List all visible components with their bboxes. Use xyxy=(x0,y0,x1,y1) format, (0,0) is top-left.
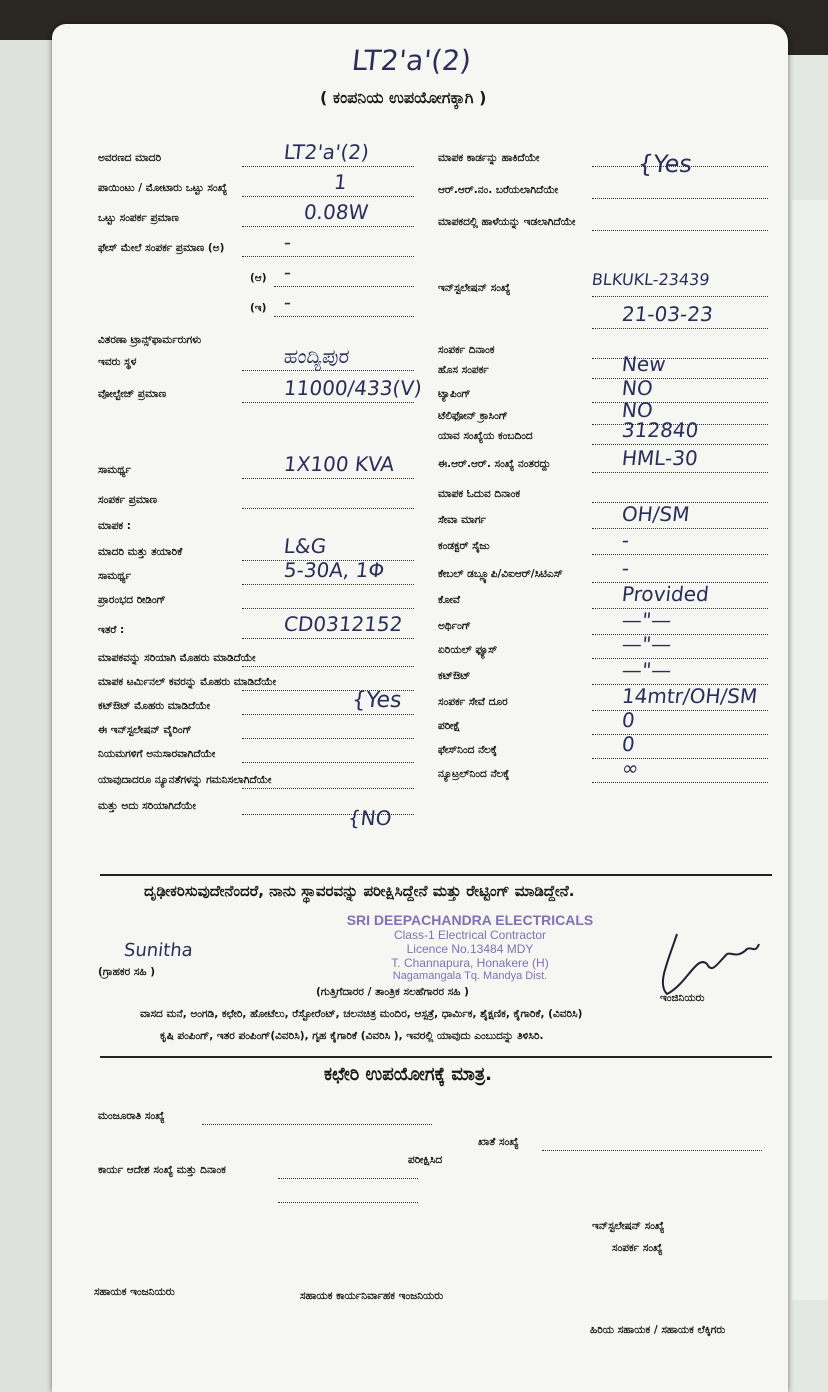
stamp-line-3: Licence No.13484 MDY xyxy=(406,942,534,956)
office-sanction-no: ಮಂಜೂರಾತಿ ಸಂಖ್ಯೆ xyxy=(98,1110,165,1122)
right-field-value: BLKUKL-23439 xyxy=(591,270,711,289)
form-code-handwritten: LT2'a'(2) xyxy=(350,44,473,77)
right-field-dots xyxy=(592,710,768,711)
left-field-dots xyxy=(242,638,414,639)
right-field-label: ಮಾಪಕ ಓದುವ ದಿನಾಂಕ xyxy=(438,488,521,500)
right-field-value: 21-03-23 xyxy=(620,302,715,326)
stamp-line-1: SRI DEEPACHANDRA ELECTRICALS xyxy=(346,912,594,928)
left-field-label: ಈ ಇನ್‌ಸ್ಟಲೇಷನ್ ವೈರಿಂಗ್ xyxy=(98,724,192,736)
left-field-label: ಪ್ರಾರಂಭದ ರೀಡಿಂಗ್ xyxy=(98,594,166,606)
right-field-label: ಕಂಡಕ್ಟರ್ ಸೈಜು xyxy=(438,540,490,552)
left-field-dots xyxy=(242,584,414,585)
footer-asst-engineer: ಸಹಾಯಕ ಇಂಜನಿಯರು xyxy=(94,1286,175,1298)
right-field-dots xyxy=(592,782,768,783)
background-page-left xyxy=(0,40,56,1392)
right-field-value: 0 xyxy=(620,708,636,732)
left-field-label: ಇತರೆ : xyxy=(98,624,125,636)
right-field-label: ಕಟ್‌ಔಟ್ xyxy=(438,670,471,682)
declaration-top-rule xyxy=(100,874,772,876)
left-field-label: ಸಾಮರ್ಥ್ಯ xyxy=(98,464,131,476)
right-field-label: ಫೇಸ್‌ನಿಂದ ನೆಲಕ್ಕೆ xyxy=(438,744,497,756)
right-field-value: NO xyxy=(620,376,654,400)
left-field-label: (ಆ) xyxy=(250,272,267,284)
customer-signature-label: (ಗ್ರಾಹಕರ ಸಹಿ ) xyxy=(98,966,156,978)
office-installation-no: ಇನ್‌ಸ್ಟಲೇಷನ್ ಸಂಖ್ಯೆ xyxy=(592,1220,665,1232)
right-field-dots xyxy=(592,378,768,379)
right-field-dots xyxy=(592,472,768,473)
left-field-value: - xyxy=(282,290,293,314)
left-field-label: ಮಾದರಿ ಮತ್ತು ತಯಾರಿಕೆ xyxy=(98,546,183,558)
right-field-value: Provided xyxy=(620,582,711,606)
right-field-value: 312840 xyxy=(620,418,700,442)
left-field-label: ಒಟ್ಟು ಸಂಪರ್ಕ ಪ್ರಮಾಣ xyxy=(98,212,179,224)
left-field-dots xyxy=(242,402,414,403)
background-page-right-strip xyxy=(792,200,828,1300)
office-top-rule xyxy=(100,1056,772,1058)
right-field-value: —"— xyxy=(620,608,673,632)
right-field-label: ಸೇವಾ ಮಾರ್ಗ xyxy=(438,514,486,526)
office-sanction-dots xyxy=(202,1124,432,1125)
left-field-dots xyxy=(242,256,414,257)
form-subtitle: ( ಕಂಪನಿಯ ಉಪಯೋಗಕ್ಕಾಗಿ ) xyxy=(320,88,487,107)
left-field-label: ಪಾಯಿಂಟು / ಮೋಟಾರು ಒಟ್ಟು ಸಂಖ್ಯೆ xyxy=(98,182,228,194)
right-field-dots xyxy=(592,230,768,231)
left-field-dots xyxy=(242,762,414,763)
right-field-label: ಸಂಪರ್ಕ ದಿನಾಂಕ xyxy=(438,344,495,356)
contractor-signature-label: (ಗುತ್ತಿಗೆದಾರರ / ತಾಂತ್ರಿಕ ಸಲಹೆಗಾರರ ಸಹಿ ) xyxy=(316,986,469,998)
left-field-dots xyxy=(242,370,414,371)
right-field-label: ಹೊಸ ಸಂಪರ್ಕ xyxy=(438,364,489,376)
right-field-label: ಸಂಪರ್ಕ ಸೇವೆ ದೂರ xyxy=(438,696,508,708)
customer-signature: Sunitha xyxy=(122,940,194,961)
right-field-label: ಕೋವೆ xyxy=(438,594,461,606)
right-field-value: 14mtr/OH/SM xyxy=(620,684,759,708)
left-field-label: ಫೇಸ್ ಮೇಲೆ ಸಂಪರ್ಕ ಪ್ರಮಾಣ (ಅ) xyxy=(98,242,225,254)
right-field-label: ಮಾಪಕ ಕಾರ್ಡನ್ನು ಹಾಕಿದೆಯೇ xyxy=(438,152,540,164)
category-note-1: ವಾಸದ ಮನೆ, ಅಂಗಡಿ, ಕಛೇರಿ, ಹೋಟೆಲು, ರೆಸ್ಟೋರೆಂಟ್, ಚಲನಚಿತ್ರ ಮಂದಿರ, ಆಸ್ಪತ್ರೆ, ಧಾರ್ಮಿಕ, ಶೈಕ್ಷಣಿಕ, ಕೈಗಾರಿಕೆ, (ವಿವರಿಸಿ) xyxy=(140,1008,583,1020)
left-bracket-yes-text: Yes xyxy=(364,688,403,713)
stamp-line-2: Class-1 Electrical Contractor xyxy=(393,928,547,942)
right-field-label: ಅರ್ಥಿಂಗ್ xyxy=(438,620,471,632)
left-field-label: ಮಾಪಕ ಟರ್ಮಿನಲ್ ಕವರನ್ನು ಮೊಹರು ಮಾಡಿದೆಯೇ xyxy=(98,676,276,688)
left-bracket-no: {NO xyxy=(346,806,393,830)
right-field-dots xyxy=(592,658,768,659)
right-field-value: New xyxy=(620,352,667,376)
right-field-label: ಟೆಲಿಫೋನ್ ಕ್ರಾಸಿಂಗ್ xyxy=(438,410,508,422)
engineer-signature-label: ಇಂಜಿನಿಯರು xyxy=(660,992,705,1004)
left-field-label: ಯಾವುದಾದರೂ ನ್ಯೂನತೆಗಳನ್ನು ಗಮನಿಸಲಾಗಿದೆಯೇ xyxy=(98,774,272,786)
right-field-label: ಪರೀಕ್ಷೆ xyxy=(438,720,461,732)
right-field-dots xyxy=(592,444,768,445)
left-field-value: - xyxy=(282,260,293,284)
office-heading: ಕಛೇರಿ ಉಪಯೋಗಕ್ಕೆ ಮಾತ್ರ. xyxy=(324,1064,492,1085)
left-field-value: L&G xyxy=(282,534,328,558)
right-field-value: ∞ xyxy=(620,756,640,780)
office-account-no: ಖಾತೆ ಸಂಖ್ಯೆ xyxy=(478,1136,519,1148)
right-field-label: ಈ.ಆರ್.ಆರ್. ಸಂಖ್ಯೆ ನಂತರದ್ದು xyxy=(438,458,551,470)
right-field-label: ಟ್ಯಾಪಿಂಗ್ xyxy=(438,388,471,400)
left-field-label: ನಿಯಮಗಳಿಗೆ ಅನುಸಾರವಾಗಿದೆಯೇ xyxy=(98,748,216,760)
left-field-label: ಕಟ್‌ಔಟ್ ಮೊಹರು ಮಾಡಿದೆಯೇ xyxy=(98,700,210,712)
office-connection-no: ಸಂಪರ್ಕ ಸಂಖ್ಯೆ xyxy=(612,1242,663,1254)
left-field-label: ಸಂಪರ್ಕ ಪ್ರಮಾಣ xyxy=(98,494,158,506)
right-field-value: —"— xyxy=(620,658,673,682)
right-field-dots xyxy=(592,402,768,403)
left-field-dots xyxy=(242,166,414,167)
right-field-dots xyxy=(592,528,768,529)
office-extra-dots xyxy=(278,1202,418,1203)
right-field-dots xyxy=(592,634,768,635)
left-field-dots xyxy=(242,508,414,509)
left-field-value: 0.08W xyxy=(302,200,370,224)
contractor-stamp xyxy=(320,912,620,982)
office-work-order: ಕಾರ್ಯ ಆದೇಶ ಸಂಖ್ಯೆ ಮತ್ತು ದಿನಾಂಕ xyxy=(98,1164,226,1176)
left-bracket-yes: {Yes xyxy=(350,688,403,713)
left-field-dots xyxy=(242,714,414,715)
right-field-label: ಯಾವ ಸಂಖ್ಯೆಯ ಕಂಬದಿಂದ xyxy=(438,430,533,442)
form-page xyxy=(52,24,788,1392)
left-field-dots xyxy=(242,666,414,667)
office-account-dots xyxy=(542,1150,762,1151)
left-field-dots xyxy=(242,788,414,789)
left-field-label: (ಇ) xyxy=(250,302,267,314)
right-field-dots xyxy=(592,608,768,609)
right-field-value: —"— xyxy=(620,632,673,656)
right-field-value: 0 xyxy=(620,732,636,756)
left-field-value: - xyxy=(282,230,293,254)
left-field-label: ಮಾಪಕವನ್ನು ಸರಿಯಾಗಿ ಮೊಹರು ಮಾಡಿದೆಯೇ xyxy=(98,652,256,664)
right-field-label: ಆರ್.ಆರ್.ನಂ. ಬರೆಯಲಾಗಿದೆಯೇ xyxy=(438,184,559,196)
left-field-value: 1X100 KVA xyxy=(282,452,396,476)
right-field-dots xyxy=(592,198,768,199)
right-field-value: - xyxy=(620,528,631,552)
left-field-label: ಮಾಪಕ : xyxy=(98,520,132,532)
right-field-dots xyxy=(592,758,768,759)
right-field-value: OH/SM xyxy=(620,502,691,526)
left-field-dots xyxy=(242,226,414,227)
right-bracket-yes: {Yes xyxy=(636,150,694,178)
footer-senior-asst: ಹಿರಿಯ ಸಹಾಯಕ / ಸಹಾಯಕ ಲೆಕ್ಕಿಗರು xyxy=(590,1324,726,1336)
left-field-dots xyxy=(242,196,414,197)
declaration-text: ದೃಢೀಕರಿಸುವುದೇನೆಂದರೆ, ನಾನು ಸ್ಥಾವರವನ್ನು ಪರೀಕ್ಷಿಸಿದ್ದೇನೆ ಮತ್ತು ರೇಟ್ಟಿಂಗ್ ಮಾಡಿದ್ದೇನೆ. xyxy=(144,882,575,900)
left-field-label: ಅವರಣದ ಮಾದರಿ xyxy=(98,152,162,164)
left-field-label: ಸಾಮರ್ಥ್ಯ xyxy=(98,570,131,582)
left-field-dots xyxy=(274,286,414,287)
stamp-line-4: T. Channapura, Honakere (H) xyxy=(391,956,549,970)
right-field-value: - xyxy=(620,556,631,580)
right-field-label: ಇನ್‌ಸ್ಟಲೇಷನ್ ಸಂಖ್ಯೆ xyxy=(438,282,511,294)
stamp-line-5: Nagamangala Tq. Mandya Dist. xyxy=(392,970,548,982)
left-bracket-no-text: NO xyxy=(359,806,393,830)
office-work-order-dots xyxy=(278,1178,418,1179)
left-field-dots xyxy=(242,738,414,739)
left-field-label: ಮತ್ತು ಅದು ಸರಿಯಾಗಿದೆಯೇ xyxy=(98,800,196,812)
right-field-dots xyxy=(592,734,768,735)
right-field-label: ಕೇಬಲ್ ಡಬ್ಲ್ಯೂಪಿ/ವಿಐಆರ್/ಸಿಟಿಎಸ್ xyxy=(438,568,563,580)
left-field-value: 5-30A, 1Φ xyxy=(282,558,386,582)
right-field-label: ಮಾಪಕದಲ್ಲಿ ಹಾಳೆಯನ್ನು ಇಡಲಾಗಿದೆಯೇ xyxy=(438,216,576,228)
right-field-label: ಏರಿಯಲ್ ಫ್ಯೂಸ್ xyxy=(438,644,498,656)
left-field-dots xyxy=(274,316,414,317)
right-field-value: HML-30 xyxy=(620,446,700,470)
right-field-value: NO xyxy=(620,398,654,422)
left-field-dots xyxy=(242,608,414,609)
right-field-dots xyxy=(592,358,768,359)
office-inspected: ಪರೀಕ್ಷಿಸಿದ xyxy=(408,1154,443,1166)
right-field-dots xyxy=(592,296,768,297)
left-field-value: LT2'a'(2) xyxy=(282,140,371,164)
category-note-2: ಕೃಷಿ ಪಂಪಿಂಗ್, ಇತರ ಪಂಪಿಂಗ್(ವಿವರಿಸಿ), ಗೃಹ ಕೈಗಾರಿಕೆ (ವಿವರಿಸಿ ), ಇವರಲ್ಲಿ ಯಾವುದು ಎಂಬುದನ್ನು ತಿಳಿಸಿರಿ. xyxy=(160,1030,544,1042)
footer-asst-exec-engineer: ಸಹಾಯಕ ಕಾರ್ಯನಿರ್ವಾಹಕ ಇಂಜನಿಯರು xyxy=(300,1290,444,1302)
left-field-value: 1 xyxy=(332,170,348,194)
right-field-dots xyxy=(592,554,768,555)
right-field-label: ನ್ಯೂಟ್ರಲ್‌ನಿಂದ ನೆಲಕ್ಕೆ xyxy=(438,768,510,780)
right-bracket-yes-text: Yes xyxy=(651,150,694,178)
left-field-value: ಹಂದ್ಯಿಪುರ xyxy=(282,344,351,368)
left-field-label: ವೋಲ್ಟೇಜ್ ಪ್ರಮಾಣ xyxy=(98,388,167,400)
left-field-value: CD0312152 xyxy=(282,612,404,636)
left-field-value: 11000/433(V) xyxy=(282,376,424,400)
right-field-dots xyxy=(592,328,768,329)
left-field-label: ವಿತರಣಾ ಟ್ರಾನ್ಸ್‌ಫಾರ್ಮರುಗಳು xyxy=(98,334,202,346)
left-field-dots xyxy=(242,478,414,479)
left-field-label: ಇವರು ಸ್ಥಳ xyxy=(98,356,137,368)
